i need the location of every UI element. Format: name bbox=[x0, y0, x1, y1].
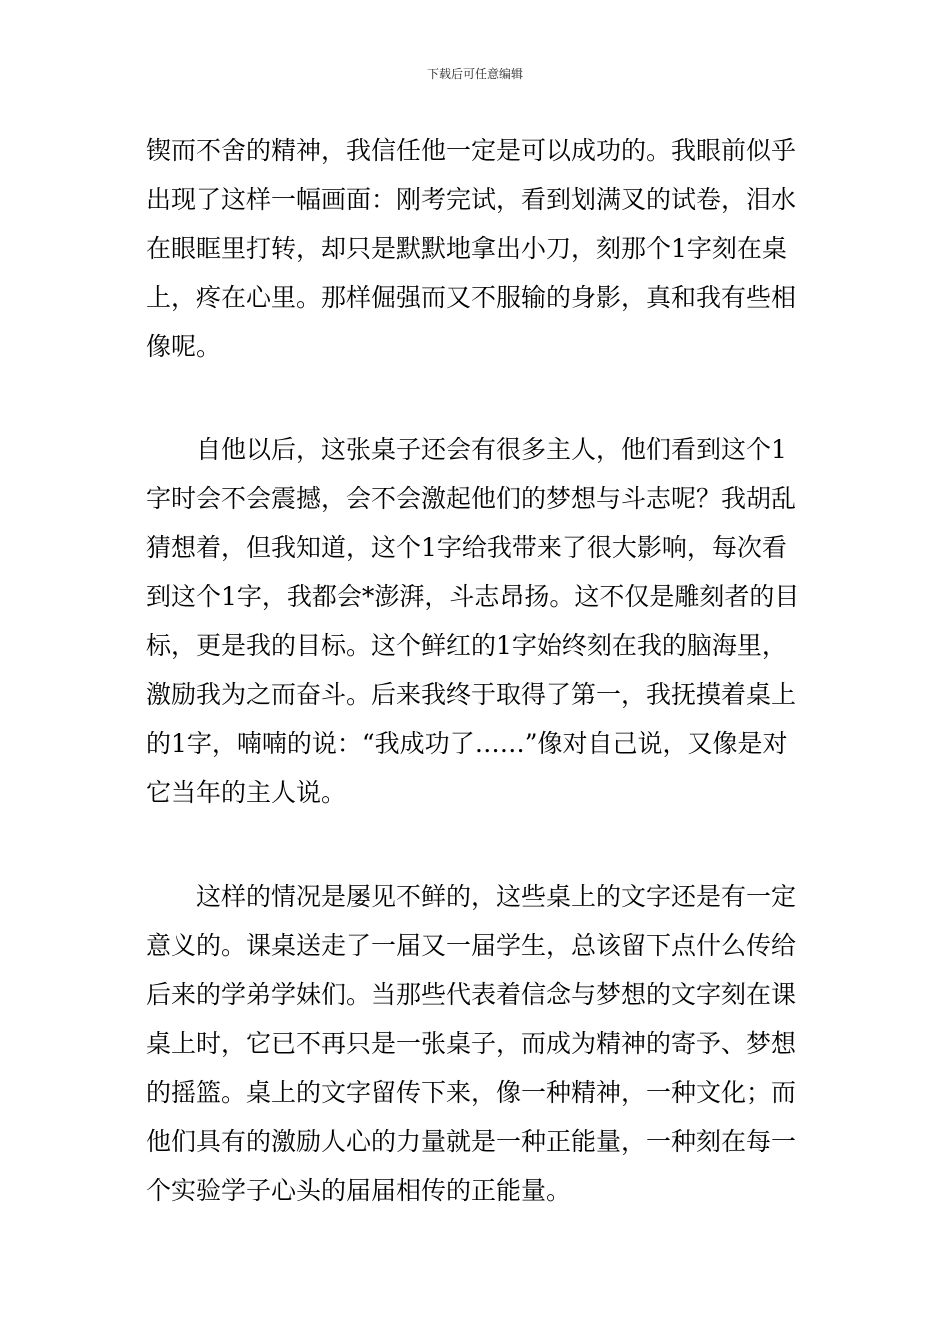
paragraph-3: 这样的情况是屡见不鲜的，这些桌上的文字还是有一定意义的。课桌送走了一届又一届学生，总该留下点什么传给后来的学弟学妹们。当那些代表着信念与梦想的文字刻在课桌上时，它已不再只是一张桌子，而成为精神的寄予、梦想的摇篮。桌上的文字留传下来，像一种精神，一种文化；而他们具有的激励人心的力量就是一种正能量，一种刻在每一个实验学子心头的届届相传的正能量。 bbox=[146, 882, 797, 1205]
paragraph-1: 锲而不舍的精神，我信任他一定是可以成功的。我眼前似乎出现了这样一幅画面：刚考完试，看到划满叉的试卷，泪水在眼眶里打转，却只是默默地拿出小刀，刻那个1字刻在桌上，疼在心里。那样倔强而又不服输的身影，真和我有些相像呢。 bbox=[146, 136, 797, 361]
page-header-note: 下载后可任意编辑 bbox=[426, 67, 523, 81]
paragraph-2: 自他以后，这张桌子还会有很多主人，他们看到这个1字时会不会震撼，会不会激起他们的梦想与斗志呢？我胡乱猜想着，但我知道，这个1字给我带来了很大影响，每次看到这个1字，我都会*澎湃，斗志昂扬。这不仅是雕刻者的目标，更是我的目标。这个鲜红的1字始终刻在我的脑海里，激励我为之而奋斗。后来我终于取得了第一，我抚摸着桌上的1字，喃喃的说：“我成功了……”像对自己说，又像是对它当年的主人说。 bbox=[146, 435, 800, 807]
